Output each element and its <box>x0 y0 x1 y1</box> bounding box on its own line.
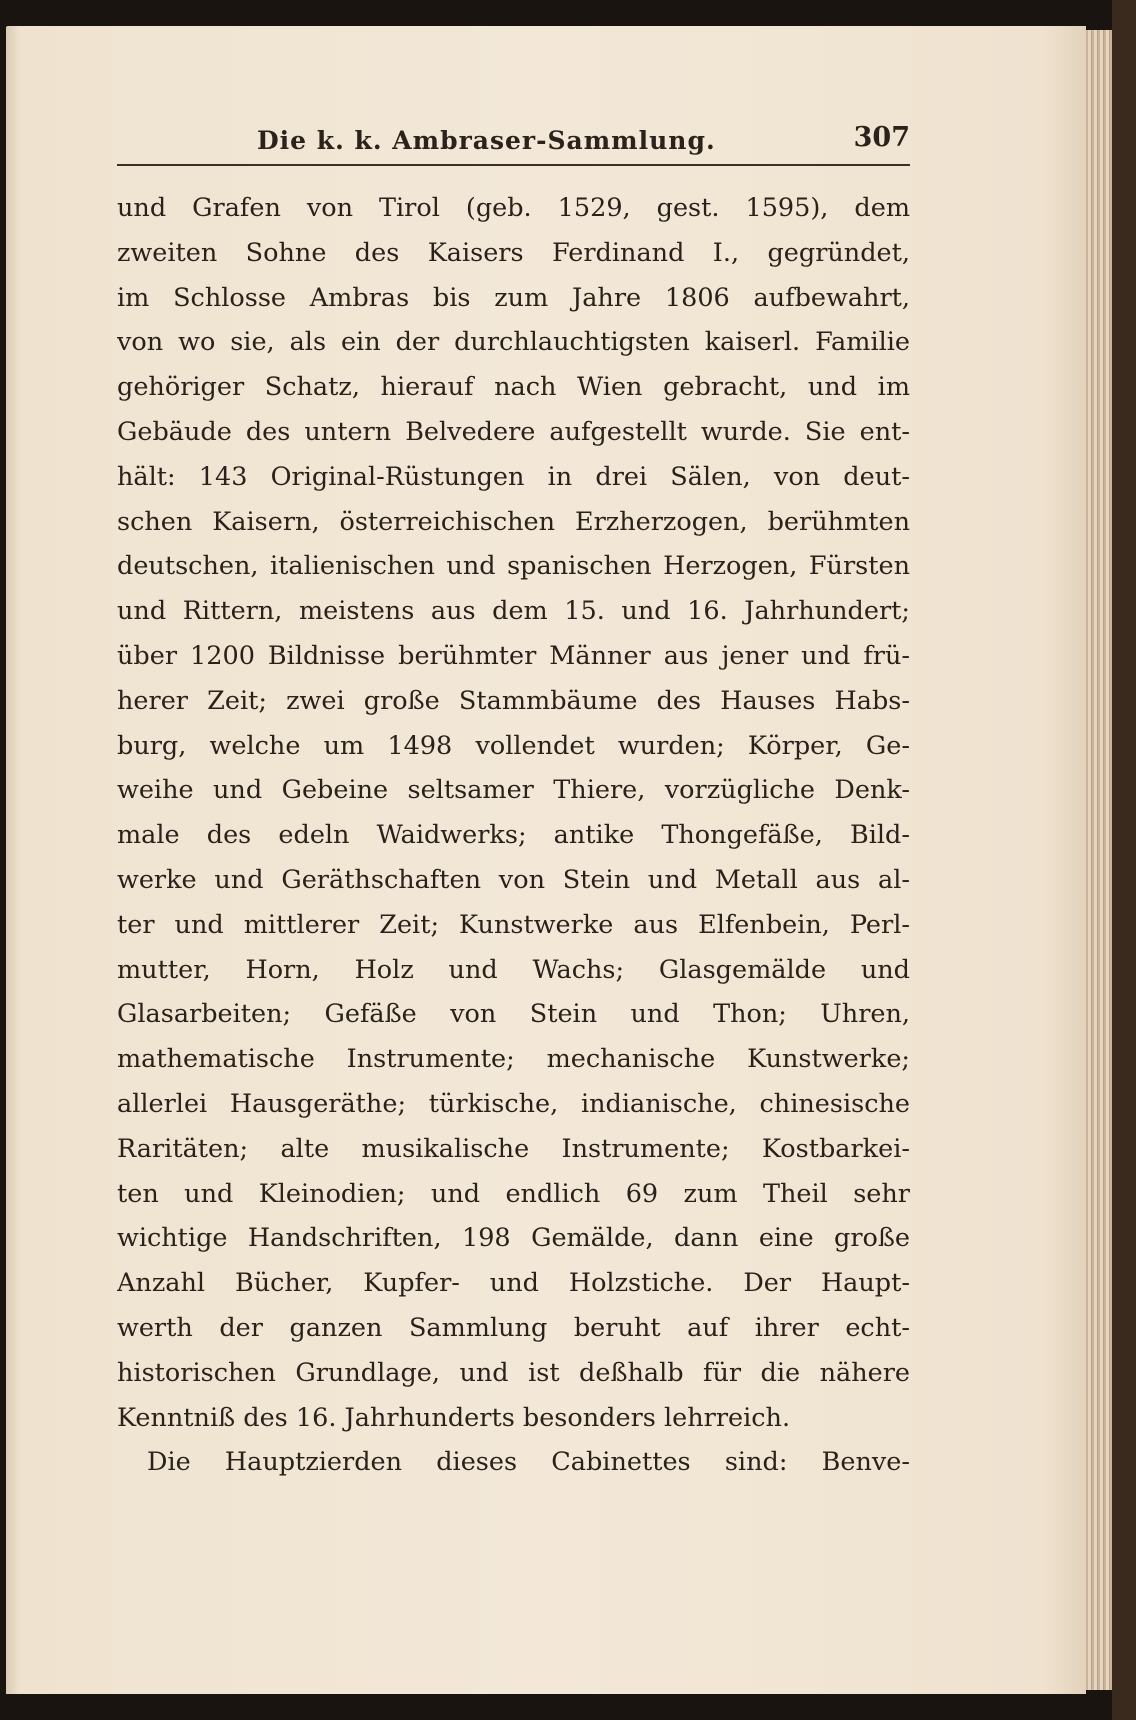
body-text <box>117 186 910 1485</box>
text-line: Glasarbeiten; Gefäße von Stein und Thon; Uhren, <box>117 999 910 1030</box>
book-spine <box>1112 0 1136 1720</box>
text-line: male des edeln Waidwerks; antike Thongefäße, Bild- <box>117 820 910 851</box>
page-number: 307 <box>853 122 910 153</box>
text-line: allerlei Hausgeräthe; türkische, indianische, chinesische <box>117 1088 910 1119</box>
text-line: schen Kaisern, österreichischen Erzherzogen, berühmten <box>117 506 910 537</box>
text-line: weihe und Gebeine seltsamer Thiere, vorzügliche Denk- <box>117 775 910 806</box>
text-line: wichtige Handschriften, 198 Gemälde, dann eine große <box>117 1223 910 1254</box>
text-line: über 1200 Bildnisse berühmter Männer aus jener und frü- <box>117 640 910 671</box>
text-line: werth der ganzen Sammlung beruht auf ihrer echt- <box>117 1312 910 1343</box>
text-line: Gebäude des untern Belvedere aufgestellt wurde. Sie ent- <box>117 416 910 447</box>
text-line: und Rittern, meistens aus dem 15. und 16. Jahrhundert; <box>117 596 910 627</box>
text-line: hält: 143 Original-Rüstungen in drei Sälen, von deut- <box>117 461 910 492</box>
text-line: Raritäten; alte musikalische Instrumente; Kostbarkei- <box>117 1133 910 1164</box>
text-line: deutschen, italienischen und spanischen Herzogen, Fürsten <box>117 551 910 582</box>
text-line: werke und Geräthschaften von Stein und Metall aus al- <box>117 864 910 895</box>
text-line: im Schlosse Ambras bis zum Jahre 1806 aufbewahrt, <box>117 282 910 313</box>
text-line: ter und mittlerer Zeit; Kunstwerke aus Elfenbein, Perl- <box>117 909 910 940</box>
text-line: Anzahl Bücher, Kupfer- und Holzstiche. Der Haupt- <box>117 1268 910 1299</box>
text-line: mutter, Horn, Holz und Wachs; Glasgemälde und <box>117 954 910 985</box>
header-rule <box>117 164 910 166</box>
text-line: mathematische Instrumente; mechanische Kunstwerke; <box>117 1044 910 1075</box>
text-line: historischen Grundlage, und ist deßhalb für die nähere <box>117 1357 910 1388</box>
text-line: herer Zeit; zwei große Stammbäume des Hauses Habs- <box>117 685 910 716</box>
page-edges <box>1086 30 1112 1690</box>
page-header <box>117 122 910 162</box>
text-line: ten und Kleinodien; und endlich 69 zum Theil sehr <box>117 1178 910 1209</box>
text-line: Die Hauptzierden dieses Cabinettes sind: Benve- <box>147 1447 910 1478</box>
text-line: von wo sie, als ein der durchlauchtigsten kaiserl. Familie <box>117 327 910 358</box>
text-line: burg, welche um 1498 vollendet wurden; Körper, Ge- <box>117 730 910 761</box>
text-line: zweiten Sohne des Kaisers Ferdinand I., gegründet, <box>117 237 910 268</box>
text-line: und Grafen von Tirol (geb. 1529, gest. 1595), dem <box>117 193 910 223</box>
running-title: Die k. k. Ambraser-Sammlung. <box>257 126 716 155</box>
text-line: gehöriger Schatz, hierauf nach Wien gebracht, und im <box>117 372 910 403</box>
text-line: Kenntniß des 16. Jahrhunderts besonders lehrreich. <box>117 1402 791 1433</box>
